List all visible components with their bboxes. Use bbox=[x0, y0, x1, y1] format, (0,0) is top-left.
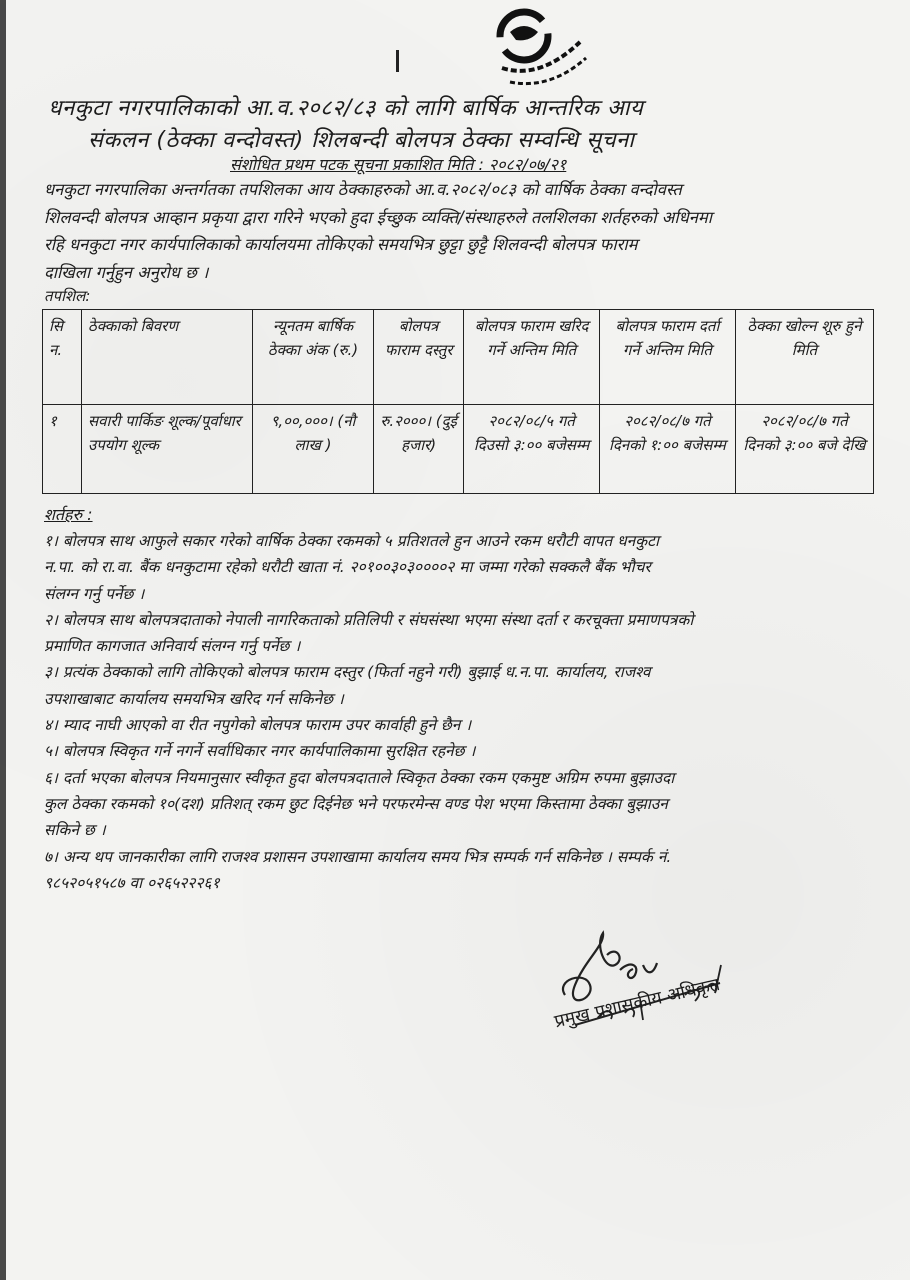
cell-min-amount: ९,००,०००। (नौ लाख ) bbox=[253, 405, 374, 494]
cell-opening-date: २०८२/०८/७ गते दिनको ३:०० बजे देखि bbox=[735, 405, 873, 494]
header-opening-date: ठेक्का खोल्न शूरु हुने मिति bbox=[735, 310, 873, 405]
cell-description: सवारी पार्किङ शूल्क/पूर्वाधार उपयोग शूल्क bbox=[82, 405, 253, 494]
cell-submission-deadline: २०८२/०८/७ गते दिनको १:०० बजेसम्म bbox=[599, 405, 735, 494]
term-line: ६। दर्ता भएका बोलपत्र नियमानुसार स्वीकृत हुदा बोलपत्रदाताले स्विकृत ठेक्का रकम एकमुष्ट अग्रिम रुपमा बुझाउदा bbox=[44, 768, 675, 787]
header-min-amount: न्यूनतम बार्षिक ठेक्का अंक (रु.) bbox=[253, 310, 374, 405]
terms-list bbox=[44, 528, 874, 896]
term-line: ३। प्रत्यंक ठेक्काको लागि तोकिएको बोलपत्र फाराम दस्तुर (फिर्ता नहुने गरी) बुझाई ध.न.पा. कार्यालय, राजश्व bbox=[44, 663, 651, 682]
notice-subtitle: संशोधित प्रथम पटक सूचना प्रकाशित मिति : २०८२/०७/२१ bbox=[230, 155, 567, 174]
cell-purchase-deadline: २०८२/०८/५ गते दिउसो ३:०० बजेसम्म bbox=[464, 405, 600, 494]
header-form-fee: बोलपत्र फाराम दस्तुर bbox=[374, 310, 464, 405]
table-header-row bbox=[43, 310, 874, 405]
intro-line: रहि धनकुटा नगर कार्यपालिकाको कार्यालयमा तोकिएको समयभित्र छुट्टा छुट्टै शिलवन्दी बोलपत्र फाराम bbox=[44, 235, 638, 254]
header-submission-deadline: बोलपत्र फाराम दर्ता गर्ने अन्तिम मिति bbox=[599, 310, 735, 405]
term-line: कुल ठेक्का रकमको १०(दश) प्रतिशत् रकम छुट दिईनेछ भने परफरमेन्स वण्ड पेश भएमा किस्तामा ठेक्का बुझाउन bbox=[44, 794, 668, 813]
municipality-seal bbox=[480, 2, 590, 90]
signatory-designation: प्रमुख प्रशासकीय अधिकृत bbox=[552, 973, 722, 1033]
details-label: तपशिल: bbox=[44, 287, 91, 305]
contract-table bbox=[42, 309, 874, 494]
header-sn: सि न. bbox=[43, 310, 82, 405]
notice-title-line1: धनकुटा नगरपालिकाको आ.व.२०८२/८३ को लागि बार्षिक आन्तरिक आय bbox=[48, 96, 644, 121]
term-line: सकिने छ । bbox=[44, 821, 106, 840]
terms-heading: शर्तहरु : bbox=[44, 505, 93, 524]
term-line: ४। म्याद नाघी आएको वा रीत नपुगेको बोलपत्र फाराम उपर कार्वाही हुने छैन । bbox=[44, 716, 472, 735]
notice-title-line2: संकलन (ठेक्का वन्दोवस्त) शिलबन्दी बोलपत्र ठेक्का सम्वन्धि सूचना bbox=[88, 128, 635, 153]
cell-sn: १ bbox=[43, 405, 82, 494]
cell-form-fee: रु.२०००। (दुई हजार) bbox=[374, 405, 464, 494]
header-description: ठेक्काको बिवरण bbox=[82, 310, 253, 405]
scan-edge bbox=[0, 0, 6, 1280]
header-purchase-deadline: बोलपत्र फाराम खरिद गर्ने अन्तिम मिति bbox=[464, 310, 600, 405]
term-line: संलग्न गर्नु पर्नेछ । bbox=[44, 584, 145, 603]
intro-line: शिलवन्दी बोलपत्र आव्हान प्रकृया द्वारा गरिने भएको हुदा ईच्छुक व्यक्ति/संस्थाहरुले तलशिलका शर्तहरुको अधिनमा bbox=[44, 207, 713, 227]
intro-line: धनकुटा नगरपालिका अन्तर्गतका तपशिलका आय ठेक्काहरुको आ.व.२०८२/०८३ को वार्षिक ठेक्का वन्दोवस्त bbox=[44, 180, 682, 199]
term-line: ९८५२०५१५८७ वा ०२६५२२२६१ bbox=[44, 873, 220, 892]
term-line: न.पा. को रा.वा. बैंक धनकुटामा रहेको धरौटी खाता नं. २०१००३०३००००२ मा जम्मा गरेको सक्कलै बैंक भौचर bbox=[44, 558, 651, 577]
term-line: ७। अन्य थप जानकारीका लागि राजश्व प्रशासन उपशाखामा कार्यालय समय भित्र सम्पर्क गर्न सकिनेछ । सम्पर्क नं. bbox=[44, 847, 672, 866]
intro-line: दाखिला गर्नुहुन अनुरोध छ । bbox=[44, 262, 209, 282]
term-line: २। बोलपत्र साथ बोलपत्रदाताको नेपाली नागरिकताको प्रतिलिपी र संघसंस्था भएमा संस्था दर्ता र करचूक्ता प्रमाणपत्रको bbox=[44, 610, 694, 629]
intro-paragraph bbox=[44, 176, 884, 286]
term-line: ५। बोलपत्र स्विकृत गर्ने नगर्ने सर्वाधिकार नगर कार्यपालिकामा सुरक्षित रहनेछ । bbox=[44, 742, 476, 761]
term-line: प्रमाणित कागजात अनिवार्य संलग्न गर्नु पर्नेछ । bbox=[44, 637, 301, 656]
term-line: १। बोलपत्र साथ आफुले सकार गरेको वार्षिक ठेक्का रकमको ५ प्रतिशतले हुन आउने रकम धरौटी वापत धनकुटा bbox=[44, 532, 659, 550]
table-row bbox=[43, 405, 874, 494]
term-line: उपशाखाबाट कार्यालय समयभित्र खरिद गर्न सकिनेछ । bbox=[44, 689, 344, 708]
stamp-mark bbox=[396, 50, 399, 72]
